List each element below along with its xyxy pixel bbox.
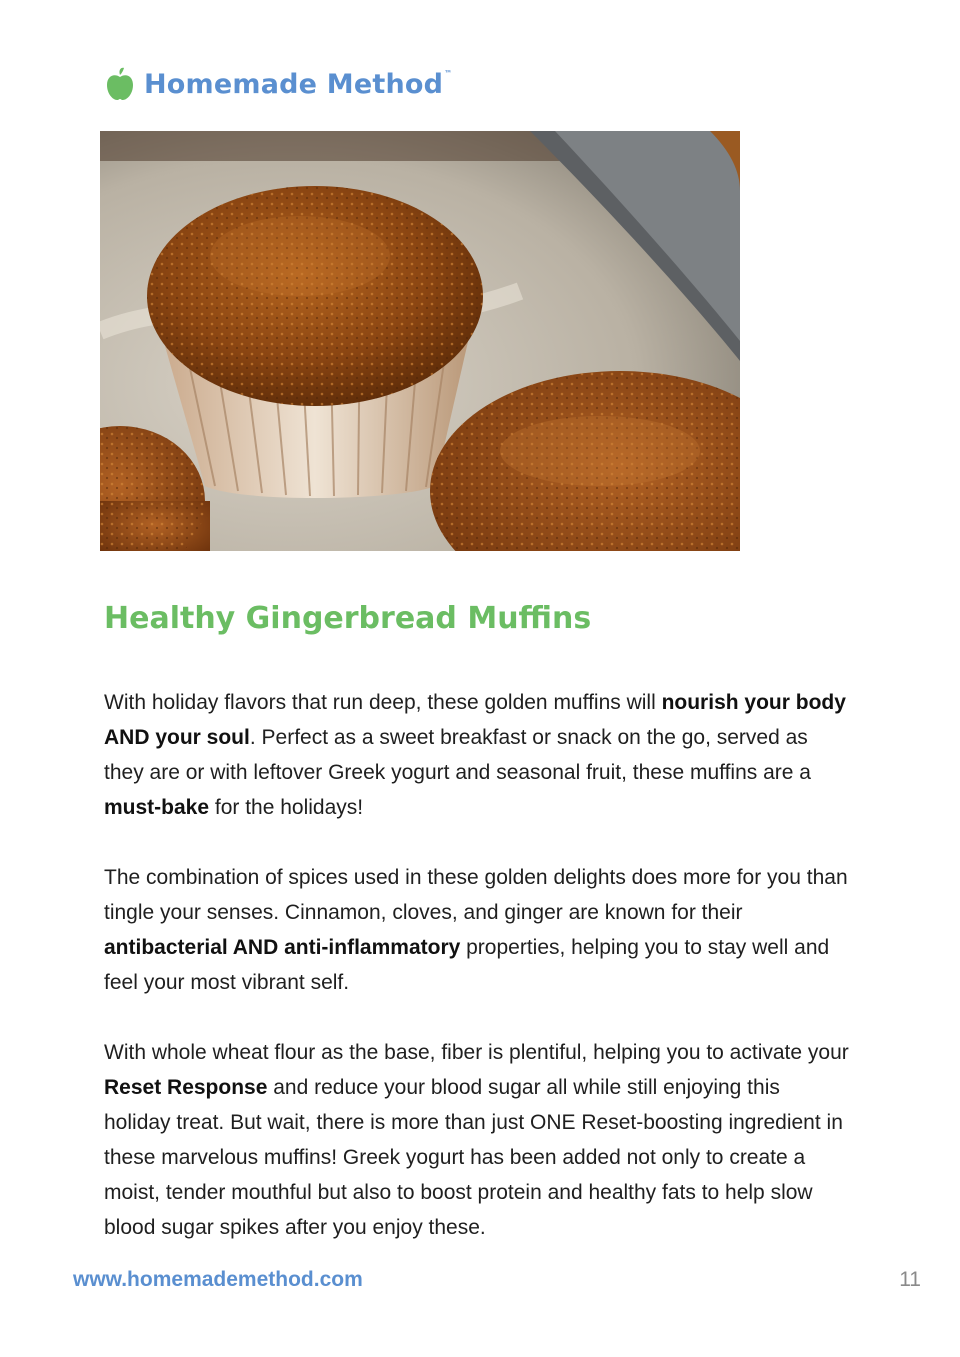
- emphasis-text: antibacterial AND anti-inflammatory: [104, 936, 461, 959]
- spices-paragraph: [104, 860, 849, 1000]
- paragraph-text: The combination of spices used in these golden delights does more for you than tingle your senses. Cinnamon, cloves, and ginger are known for their: [104, 866, 848, 924]
- paragraph-text: properties, helping you to stay well and feel your most vibrant self.: [104, 936, 830, 994]
- fiber-paragraph: [104, 1035, 849, 1245]
- page-number: 11: [899, 1268, 921, 1291]
- recipe-title: Healthy Gingerbread Muffins: [104, 601, 592, 636]
- emphasis-text: Reset Response: [104, 1076, 268, 1099]
- trademark: ™: [444, 68, 453, 78]
- apple-icon: [106, 67, 134, 101]
- emphasis-text: nourish your body AND your soul: [104, 691, 846, 749]
- brand-logo: [106, 64, 452, 104]
- paragraph-text: . Perfect as a sweet breakfast or snack on the go, served as they are or with leftover Greek yogurt and seasonal fruit, these muffins are a: [104, 726, 811, 784]
- brand-name-text: Homemade Method: [144, 68, 444, 100]
- paragraph-text: With whole wheat flour as the base, fiber is plentiful, helping you to activate your: [104, 1041, 849, 1064]
- brand-name: [144, 69, 452, 100]
- intro-paragraph: [104, 685, 849, 825]
- paragraph-text: and reduce your blood sugar all while still enjoying this holiday treat. But wait, there is more than just ONE Reset-boosting ingredient in these marvelous muffins! Greek yogurt has been added not only to create a moist, tender mouthful but also to boost protein and healthy fats to help slow blood sugar spikes after you enjoy these.: [104, 1076, 843, 1239]
- muffin-photo: [100, 131, 740, 551]
- paragraph-text: for the holidays!: [209, 796, 364, 819]
- muffin-photo-illustration: [100, 131, 740, 551]
- website-link[interactable]: www.homemademethod.com: [73, 1268, 363, 1291]
- paragraph-text: With holiday flavors that run deep, these golden muffins will: [104, 691, 662, 714]
- emphasis-text: must-bake: [104, 796, 210, 819]
